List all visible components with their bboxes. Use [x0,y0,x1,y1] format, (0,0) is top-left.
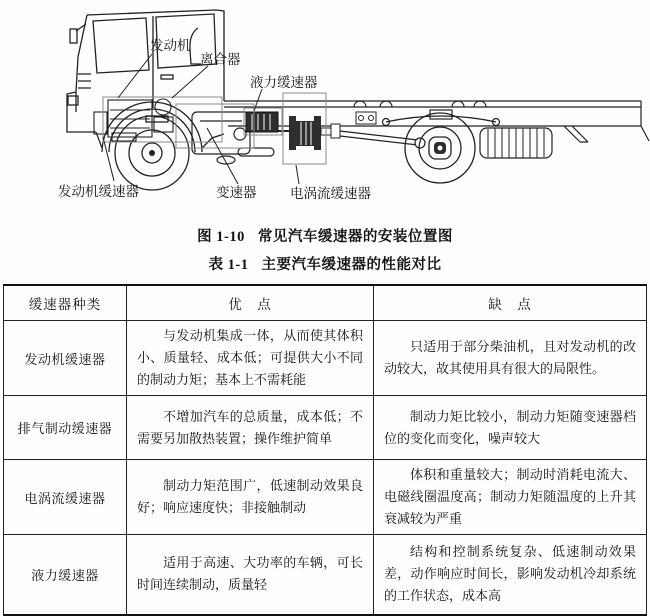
cell-cons: 体积和重量较大；制动时消耗电流大、电磁线圈温度高；制动力矩随温度的上升其衰减较为严重 [374,460,647,535]
label-engine: 发动机 [150,38,191,53]
table-row [4,321,647,396]
table-number: 表 1-1 [208,257,249,273]
figure-caption-text: 常见汽车缓速器的安装位置图 [257,229,453,245]
table-header-row [4,285,647,321]
cell-type: 排气制动缓速器 [4,396,127,460]
figure-truck-diagram [0,0,650,222]
label-eddy-current-retarder: 电涡流缓速器 [290,186,371,201]
cell-type: 电涡流缓速器 [4,460,127,535]
cell-pros: 适用于高速、大功率的车辆，可长时间连续制动，质量轻 [127,535,374,615]
cell-cons: 只适用于部分柴油机，且对发动机的改动较大，故其使用具有很大的局限性。 [374,321,647,396]
figure-number: 图 1-10 [197,229,245,245]
table-title-text: 主要汽车缓速器的性能对比 [261,257,442,273]
col-header-pros: 优 点 [127,285,374,321]
label-engine-retarder: 发动机缓速器 [58,184,139,199]
chassis-frame [224,101,649,141]
truck-line-drawing [0,0,650,222]
label-hydraulic-retarder: 液力缓速器 [250,75,318,90]
col-header-cons: 缺 点 [374,285,647,321]
table-title [0,255,650,275]
cell-type: 发动机缓速器 [4,321,127,396]
label-transmission: 变速器 [216,185,257,200]
figure-caption [0,227,650,247]
cell-pros: 制动力矩范围广，低速制动效果良好；响应速度快；非接触制动 [127,460,374,535]
propeller-shaft [340,131,425,148]
table-row [4,460,647,535]
retarder-comparison-table [3,284,647,616]
truck-cab [67,10,224,148]
cell-type: 液力缓速器 [4,535,127,615]
col-header-type: 缓速器种类 [4,285,127,321]
eddy-current-retarder-unit [278,116,340,150]
hydraulic-retarder-unit [246,112,278,132]
table-row [4,535,647,615]
rear-bracket [564,126,588,142]
fuel-tank [480,128,552,158]
cell-cons: 制动力矩比较小，制动力矩随变速器档位的变化而变化，噪声较大 [374,396,647,460]
frame-bracket [356,112,376,124]
rear-wheel [405,113,475,183]
cell-pros: 不增加汽车的总质量，成本低；不需要另加散热装置；操作维护简单 [127,396,374,460]
label-clutch: 离合器 [200,52,241,67]
cell-cons: 结构和控制系统复杂、低速制动效果差，动作响应时间长，影响发动机冷却系统的工作状态，成本高 [374,535,647,615]
table-row [4,396,647,460]
cell-pros: 与发动机集成一体，从而使其体积小、质量轻、成本低；可提供大小不同的制动力矩；基本上不需耗能 [127,321,374,396]
